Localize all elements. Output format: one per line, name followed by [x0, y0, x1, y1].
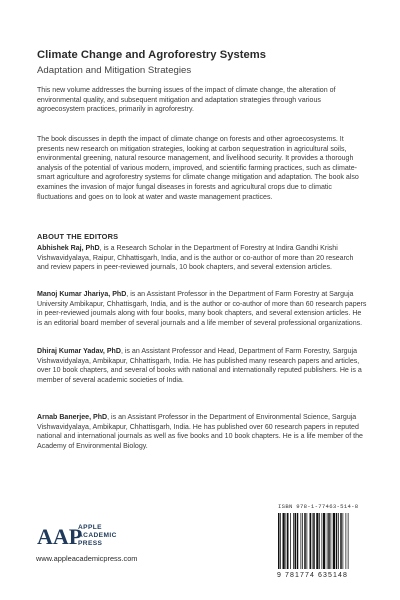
editor-bio [37, 244, 367, 273]
editor-bio-text: , is a Research Scholar in the Department of Forestry at Indira Gandhi Krishi Vishwavidyalaya, Raipur, Chhattisgarh, India, and is the author or co-author of more than 20 research and review papers in peer-reviewed journals, 10 book chapters, and several extension articles. [37, 245, 354, 272]
svg-text:AAP: AAP [37, 524, 83, 549]
editor-name: Arnab Banerjee, PhD [37, 414, 108, 421]
book-subtitle: Adaptation and Mitigation Strategies [37, 65, 192, 76]
editor-bio-text: , is an Assistant Professor in the Department of Environmental Science, Sarguja Vishwavidyalaya, Ambikapur, Chhattisgarh, India. He has published over 60 research papers in reputed national and international journals as well as five books and 10 book chapters. He is a life member of the Academy of Environmental Biology. [37, 414, 363, 450]
editor-bio-text: , is an Assistant Professor in the Department of Farm Forestry at Sarguja University Ambikapur, Chhattisgarh, India, and is the author or co-author of more than 60 research papers in peer-reviewed journals along with four books, many book chapters, and several extension articles. He is an editorial board member of several journals and a life member of several professional organizations. [37, 291, 367, 327]
publisher-name-line: ACADEMIC [78, 531, 117, 539]
book-title: Climate Change and Agroforestry Systems [37, 49, 267, 61]
isbn-label: ISBN 978-1-77463-514-8 [278, 503, 359, 510]
editor-bio [37, 347, 367, 385]
description-paragraph-1: This new volume addresses the burning issues of the impact of climate change, the alteration of environmental quality, and subsequent mitigation and adaptation strategies through various agroecosystem practices, primarily in agroforestry. [37, 87, 336, 114]
description-paragraph-2: The book discusses in depth the impact of climate change on forests and other agroecosystems. It presents new research on mitigation strategies, looking at carbon sequestration in agricultural soils, environmental greening, natural resource management, and livelihood security. It provides a thorough analysis of the potential of various modern, improved, and scientific farming practices, such as climate-smart agriculture and agroforestry systems for climate change mitigation and adaptation. The book also examines the invasion of major fungal diseases in forests and agricultural crops due to climatic fluctuations and goes on to look at water and waste management practices. [37, 136, 359, 201]
publisher-name-line: APPLE [78, 524, 102, 531]
publisher-website: www.appleacademicpress.com [36, 554, 138, 563]
aap-logo-icon [36, 522, 83, 550]
barcode-icon [276, 513, 371, 571]
publisher-name [78, 524, 117, 547]
editor-name: Manoj Kumar Jhariya, PhD [37, 291, 127, 298]
editor-name: Dhiraj Kumar Yadav, PhD [37, 348, 121, 355]
editor-name: Abhishek Raj, PhD [37, 245, 100, 252]
editor-bio [37, 290, 367, 328]
barcode-digits: 9 781774 635148 [277, 572, 348, 579]
editor-bio [37, 413, 367, 451]
editor-bio-text: , is an Assistant Professor and Head, Department of Farm Forestry, Sarguja Vishwavidyalaya, Ambikapur, Chhattisgarh, India. He has published many research papers and articles, over 10 book chapters, and several of books with national and internationally reputed publishers. He is a member of several academic societies of India. [37, 348, 362, 384]
editors-heading: ABOUT THE EDITORS [37, 232, 119, 241]
publisher-name-line: PRESS [78, 539, 103, 547]
